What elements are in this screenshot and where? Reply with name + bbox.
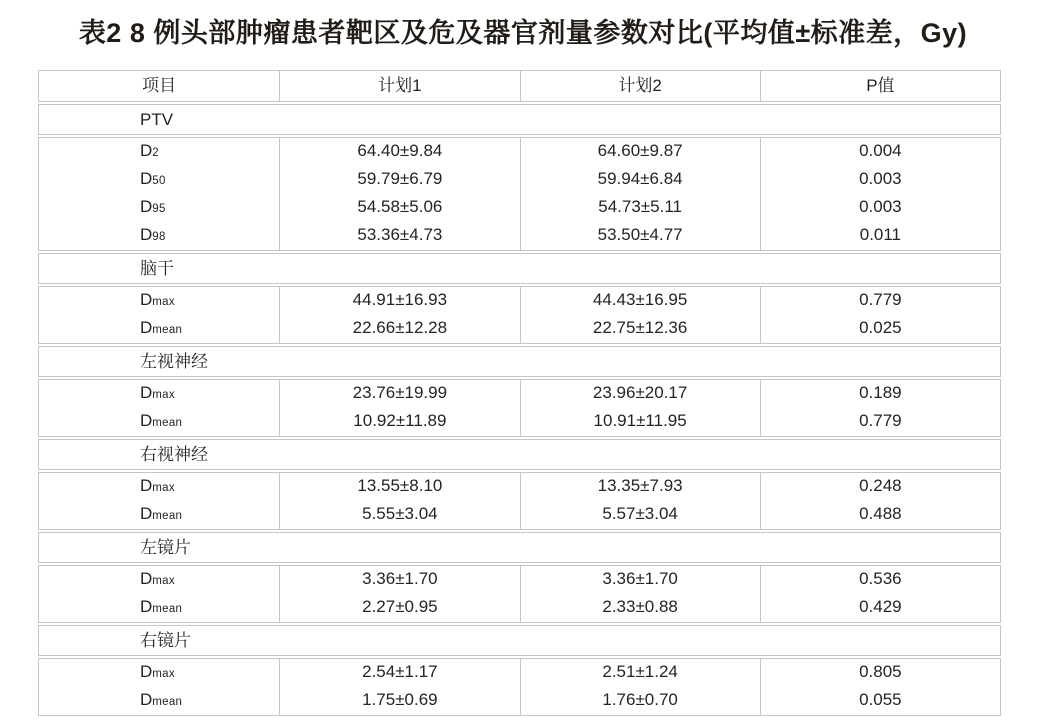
dose-parameters-table — [38, 70, 1001, 716]
row-label-subscript: mean — [152, 324, 183, 336]
plan2-value: 53.50±4.77 — [520, 222, 760, 250]
section-header-row — [38, 253, 1001, 284]
p-value: 0.248 — [760, 473, 1000, 501]
row-label — [39, 501, 279, 529]
table-caption: 表2 8 例头部肿瘤患者靶区及危及器官剂量参数对比(平均值±标准差，Gy) — [78, 18, 968, 48]
plan1-value: 64.40±9.84 — [279, 138, 519, 166]
p-value: 0.189 — [760, 380, 1000, 408]
plan2-value: 1.76±0.70 — [520, 687, 760, 715]
section-label: 右视神经 — [140, 445, 208, 464]
plan1-value: 23.76±19.99 — [279, 380, 519, 408]
section-label: 左视神经 — [140, 352, 208, 371]
plan1-value: 2.27±0.95 — [279, 594, 519, 622]
row-label-subscript: 2 — [152, 147, 159, 159]
p-value: 0.779 — [760, 408, 1000, 436]
plan1-value: 10.92±11.89 — [279, 408, 519, 436]
plan2-value: 54.73±5.11 — [520, 194, 760, 222]
row-label-base: D — [140, 411, 153, 430]
plan2-value: 2.33±0.88 — [520, 594, 760, 622]
p-value: 0.055 — [760, 687, 1000, 715]
section-header-row — [38, 532, 1001, 563]
p-value: 0.429 — [760, 594, 1000, 622]
plan2-value: 3.36±1.70 — [520, 566, 760, 594]
plan2-value: 64.60±9.87 — [520, 138, 760, 166]
row-label-subscript: 98 — [152, 231, 166, 243]
row-label — [39, 687, 279, 715]
plan2-value: 59.94±6.84 — [520, 166, 760, 194]
section-label: 左镜片 — [140, 538, 191, 557]
row-label — [39, 315, 279, 343]
row-label-base: D — [140, 476, 153, 495]
section-label: 脑干 — [140, 259, 174, 278]
plan1-value: 13.55±8.10 — [279, 473, 519, 501]
section-data-block — [38, 379, 1001, 437]
section-label: PTV — [140, 110, 174, 129]
row-label — [39, 566, 279, 594]
plan1-value: 1.75±0.69 — [279, 687, 519, 715]
row-label-base: D — [140, 290, 153, 309]
plan2-value: 44.43±16.95 — [520, 287, 760, 315]
section-header-row — [38, 625, 1001, 656]
plan1-value: 2.54±1.17 — [279, 659, 519, 687]
section-data-block — [38, 658, 1001, 716]
section-header-row — [38, 439, 1001, 470]
row-label-subscript: mean — [152, 603, 183, 615]
row-label-subscript: max — [152, 575, 175, 587]
p-value: 0.536 — [760, 566, 1000, 594]
plan2-value: 10.91±11.95 — [520, 408, 760, 436]
plan1-value: 54.58±5.06 — [279, 194, 519, 222]
row-label-subscript: 50 — [152, 175, 166, 187]
table-header-row — [38, 70, 1001, 102]
plan2-value: 5.57±3.04 — [520, 501, 760, 529]
plan1-value: 44.91±16.93 — [279, 287, 519, 315]
section-label: 右镜片 — [140, 631, 191, 650]
sections-container — [38, 104, 1001, 716]
section-data-block — [38, 565, 1001, 623]
row-label — [39, 287, 279, 315]
row-label-subscript: mean — [152, 696, 183, 708]
column-header-plan2: 计划2 — [520, 71, 760, 101]
plan2-value: 22.75±12.36 — [520, 315, 760, 343]
plan1-value: 22.66±12.28 — [279, 315, 519, 343]
column-header-plan1: 计划1 — [279, 71, 519, 101]
row-label — [39, 408, 279, 436]
row-label — [39, 659, 279, 687]
row-label-base: D — [140, 225, 153, 244]
row-label — [39, 473, 279, 501]
column-header-pvalue: P值 — [760, 71, 1000, 101]
plan1-value: 53.36±4.73 — [279, 222, 519, 250]
row-label-base: D — [140, 569, 153, 588]
p-value: 0.805 — [760, 659, 1000, 687]
plan2-value: 23.96±20.17 — [520, 380, 760, 408]
row-label-base: D — [140, 690, 153, 709]
row-label-base: D — [140, 318, 153, 337]
p-value: 0.025 — [760, 315, 1000, 343]
row-label-subscript: max — [152, 389, 175, 401]
p-value: 0.003 — [760, 194, 1000, 222]
p-value: 0.003 — [760, 166, 1000, 194]
row-label-base: D — [140, 662, 153, 681]
plan1-value: 3.36±1.70 — [279, 566, 519, 594]
row-label-subscript: 95 — [152, 203, 166, 215]
p-value: 0.004 — [760, 138, 1000, 166]
row-label — [39, 138, 279, 166]
plan1-value: 5.55±3.04 — [279, 501, 519, 529]
row-label-base: D — [140, 383, 153, 402]
p-value: 0.488 — [760, 501, 1000, 529]
row-label-base: D — [140, 169, 153, 188]
section-data-block — [38, 472, 1001, 530]
section-data-block — [38, 286, 1001, 344]
p-value: 0.779 — [760, 287, 1000, 315]
section-data-block — [38, 137, 1001, 251]
row-label — [39, 222, 279, 250]
section-header-row — [38, 104, 1001, 135]
p-value: 0.011 — [760, 222, 1000, 250]
row-label-subscript: max — [152, 482, 175, 494]
row-label — [39, 380, 279, 408]
row-label-subscript: mean — [152, 510, 183, 522]
row-label-subscript: max — [152, 668, 175, 680]
plan2-value: 2.51±1.24 — [520, 659, 760, 687]
row-label — [39, 594, 279, 622]
row-label — [39, 166, 279, 194]
row-label-base: D — [140, 197, 153, 216]
section-header-row — [38, 346, 1001, 377]
row-label-subscript: max — [152, 296, 175, 308]
plan1-value: 59.79±6.79 — [279, 166, 519, 194]
plan2-value: 13.35±7.93 — [520, 473, 760, 501]
row-label-base: D — [140, 504, 153, 523]
row-label-base: D — [140, 597, 153, 616]
row-label-base: D — [140, 141, 153, 160]
row-label-subscript: mean — [152, 417, 183, 429]
row-label — [39, 194, 279, 222]
column-header-item: 项目 — [142, 76, 177, 95]
